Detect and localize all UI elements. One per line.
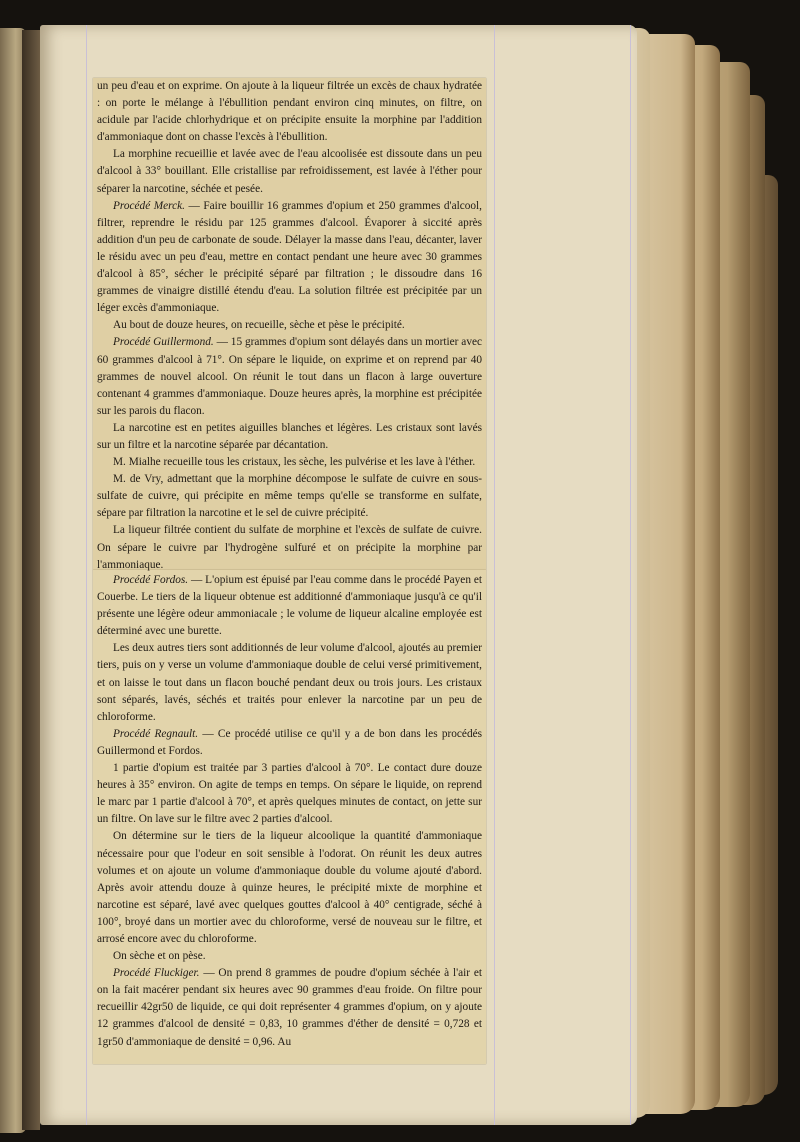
paragraph: Procédé Merck. — Faire bouillir 16 grammes d'opium et 250 grammes d'alcool, filtrer, reprendre le résidu par 125 grammes d'alcool. Évaporer à siccité après addition d'un peu de carbonate de soude. Délayer la masse dans l'eau, décanter, laver le résidu avec un peu d'eau, mettre en contact pendant une heure avec 30 grammes d'alcool à 85°, sécher le précipité séparé par filtration ; le dissoudre dans 16 grammes de vinaigre distillé étendu d'eau. La solution filtrée est précipitée par un léger excès d'ammoniaque.: [97, 199, 482, 315]
clipping-text-1: [97, 78, 482, 574]
paragraph: un peu d'eau et on exprime. On ajoute à la liqueur filtrée un excès de chaux hydratée : on porte le mélange à l'ébullition pendant environ cinq minutes, on filtre, on acidule par l'acide chlorhydrique et on précipite ensuite la morphine par l'addition d'ammoniaque dont on chasse l'excès à l'ébullition.: [97, 80, 482, 144]
margin-rule: [630, 25, 631, 1125]
paragraph: Procédé Fordos. — L'opium est épuisé par l'eau comme dans le procédé Payen et Couerbe. Le tiers de la liqueur obtenue est additionné d'ammoniaque jusqu'à ce qu'il présente une légère odeur ammoniacale ; le volume de liqueur alcaline employée est déterminé avec une burette.: [97, 574, 482, 638]
paragraph: La morphine recueillie et lavée avec de l'eau alcoolisée est dissoute dans un peu d'alcool à 33° bouillant. Elle cristallise par refroidissement, est lavée à l'éther pour séparer la narcotine, séchée et pesée.: [97, 148, 482, 195]
book-spine: [22, 30, 40, 1130]
paragraph: 1 partie d'opium est traitée par 3 parties d'alcool à 70°. Le contact dure douze heures à 35° environ. On agite de temps en temps. On sépare le liquide, on reprend le marc par 1 partie d'alcool à 70°, et après quelques minutes de contact, on jette sur un filtre. On lave sur le filtre avec 2 parties d'alcool.: [97, 762, 482, 826]
paragraph: On détermine sur le tiers de la liqueur alcoolique la quantité d'ammoniaque nécessaire pour que l'odeur en soit sensible à l'odorat. On réunit les deux autres volumes et on ajoute un volume d'ammoniaque double du volume ajouté d'abord. Après avoir attendu douze à quinze heures, le précipité mixte de morphine et narcotine est séparé, lavé avec quelques gouttes d'alcool à 40° centigrade, séché à 100°, broyé dans un mortier avec du chloroforme, versé de nouveau sur le filtre, et arrosé encore avec du chloroforme.: [97, 830, 482, 945]
paragraph: On sèche et on pèse.: [113, 950, 206, 963]
clipping-text-2: [97, 572, 482, 1051]
paragraph: La liqueur filtrée contient du sulfate de morphine et l'excès de sulfate de cuivre. On sépare le cuivre par l'hydrogène sulfuré et on précipite la morphine par l'ammoniaque.: [97, 524, 482, 571]
method-name: Procédé Regnault.: [113, 727, 199, 740]
paragraph: Procédé Fluckiger. — On prend 8 grammes de poudre d'opium séchée à l'air et on la fait macérer pendant six heures avec 90 grammes d'eau froide. On filtre pour recueillir 42gr50 de liquide, ce qui doit représenter 4 grammes d'opium, on y ajoute 12 grammes d'alcool de densité = 0,83, 10 grammes d'éther de densité = 0,728 et 1gr50 d'ammoniaque de densité = 0,96. Au: [97, 967, 483, 1048]
margin-rule: [86, 25, 87, 1125]
method-name: Procédé Guillermond.: [113, 336, 214, 349]
paragraph: La narcotine est en petites aiguilles blanches et légères. Les cristaux sont lavés sur un filtre et la narcotine séparée par décantation.: [97, 421, 482, 451]
paragraph: Procédé Regnault. — Ce procédé utilise ce qu'il y a de bon dans les procédés Guillermond et Fordos.: [97, 727, 483, 757]
method-name: Procédé Fordos.: [113, 574, 189, 586]
margin-rule: [494, 25, 495, 1125]
method-name: Procédé Merck.: [113, 199, 186, 212]
paragraph: Procédé Guillermond. — 15 grammes d'opium sont délayés dans un mortier avec 60 grammes d'alcool à 71°. On sépare le liquide, on exprime et on reprend par 40 grammes de nouvel alcool. On réunit le tout dans un flacon à large ouverture contenant 4 grammes d'ammoniaque. Douze heures après, la morphine est précipitée sur les parois du flacon.: [97, 336, 482, 417]
paragraph: Au bout de douze heures, on recueille, sèche et pèse le précipité.: [113, 319, 405, 332]
method-name: Procédé Fluckiger.: [113, 967, 200, 980]
paragraph: Les deux autres tiers sont additionnés de leur volume d'alcool, ajoutés au premier tiers, puis on y verse un volume d'ammoniaque double de celui versé primitivement, et on laisse le tout dans un flacon bouché pendant deux ou trois jours. Les cristaux sont séparés, lavés, séchés et traités pour enlever la narcotine par un peu de chloroforme.: [97, 642, 482, 723]
paragraph: M. Mialhe recueille tous les cristaux, les sèche, les pulvérise et les lave à l'éther.: [113, 456, 476, 469]
paragraph: M. de Vry, admettant que la morphine décompose le sulfate de cuivre en sous-sulfate de cuivre, qui précipite en même temps qu'elle se transforme en sulfate, sépare par filtration la narcotine et le sel de cuivre précipité.: [97, 473, 482, 520]
